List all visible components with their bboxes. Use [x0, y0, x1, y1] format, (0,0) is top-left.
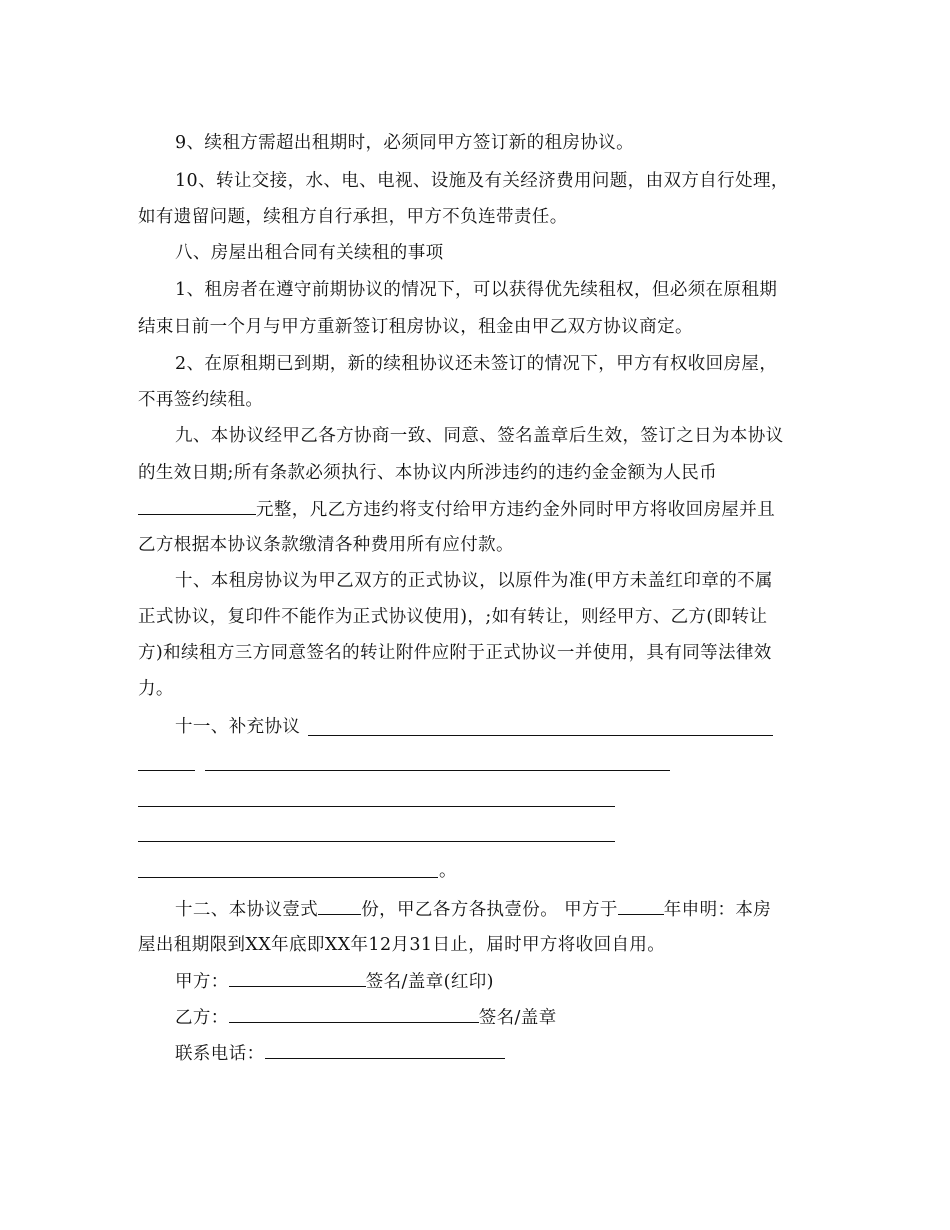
party-b-suffix: 签名/盖章 [478, 1008, 557, 1028]
section-11-label: 十一、补充协议 [175, 717, 301, 737]
clause-10-line-2: 如有遗留问题，续租方自行承担，甲方不负连带责任。 [138, 207, 568, 227]
section-10-line-2: 正式协议，复印件不能作为正式协议使用)，;如有转让，则经甲方、乙方(即转让 [138, 607, 768, 627]
party-a-signature-line [175, 970, 494, 993]
section-8-title: 八、房屋出租合同有关续租的事项 [175, 243, 444, 263]
section-10-line-4: 力。 [138, 679, 174, 699]
section-12-line-1 [175, 898, 771, 921]
supplement-blank-line-2a[interactable] [138, 770, 195, 771]
party-a-suffix: 签名/盖章(红印) [365, 972, 494, 992]
party-b-signature-line [175, 1006, 557, 1029]
section-8-item-2-line-2: 不再签约续租。 [138, 390, 264, 410]
section-10-line-1: 十、本租房协议为甲乙双方的正式协议，以原件为准(甲方未盖红印章的不属 [175, 571, 773, 591]
party-a-label: 甲方： [175, 972, 229, 992]
phone-label: 联系电话： [175, 1044, 265, 1064]
section-9-line-3-text: 元整，凡乙方违约将支付给甲方违约金外同时甲方将收回房屋并且 [256, 500, 776, 520]
supplement-blank-line-2b[interactable] [205, 770, 670, 771]
section-12-text-a: 十二、本协议壹式 [175, 900, 319, 920]
section-9-line-1: 九、本协议经甲乙各方协商一致、同意、签名盖章后生效，签订之日为本协议 [175, 426, 784, 446]
clause-9: 9、续租方需超出租期时，必须同甲方签订新的租房协议。 [175, 133, 635, 153]
section-8-item-1-line-2: 结束日前一个月与甲方重新签订租房协议，租金由甲乙双方协议商定。 [138, 317, 693, 337]
supplement-blank-line-4[interactable] [138, 841, 615, 842]
phone-line [175, 1042, 505, 1065]
party-b-signature-blank[interactable] [229, 1006, 479, 1023]
section-9-line-2: 的生效日期;所有条款必须执行、本协议内所涉违约的违约金金额为人民币 [138, 463, 718, 483]
party-b-label: 乙方： [175, 1008, 229, 1028]
party-a-signature-blank[interactable] [229, 970, 366, 987]
penalty-amount-blank[interactable] [138, 498, 256, 515]
copies-count-blank[interactable] [318, 898, 361, 915]
section-12-line-2: 屋出租期限到XX年底即XX年12月31日止，届时甲方将收回自用。 [138, 935, 666, 955]
section-9-line-4: 乙方根据本协议条款缴清各种费用所有应付款。 [138, 535, 514, 555]
phone-blank[interactable] [265, 1042, 505, 1059]
section-11-end-period: 。 [439, 861, 457, 881]
declaration-year-blank[interactable] [618, 898, 664, 915]
supplement-blank-line-1[interactable] [308, 735, 773, 736]
supplement-blank-line-3[interactable] [138, 806, 615, 807]
section-8-item-2-line-1: 2、在原租期已到期，新的续租协议还未签订的情况下，甲方有权收回房屋， [175, 354, 778, 374]
clause-10-line-1: 10、转让交接，水、电、电视、设施及有关经济费用问题，由双方自行处理， [175, 171, 789, 191]
section-12-text-c: 年申明：本房 [663, 900, 772, 920]
section-9-line-3 [138, 498, 775, 521]
section-10-line-3: 方)和续租方三方同意签名的转让附件应附于正式协议一并使用，具有同等法律效 [138, 643, 772, 663]
supplement-blank-line-5[interactable] [138, 877, 438, 878]
section-12-text-b: 份，甲乙各方各执壹份。 甲方于 [361, 900, 618, 920]
section-8-item-1-line-1: 1、租房者在遵守前期协议的情况下，可以获得优先续租权，但必须在原租期 [175, 280, 778, 300]
